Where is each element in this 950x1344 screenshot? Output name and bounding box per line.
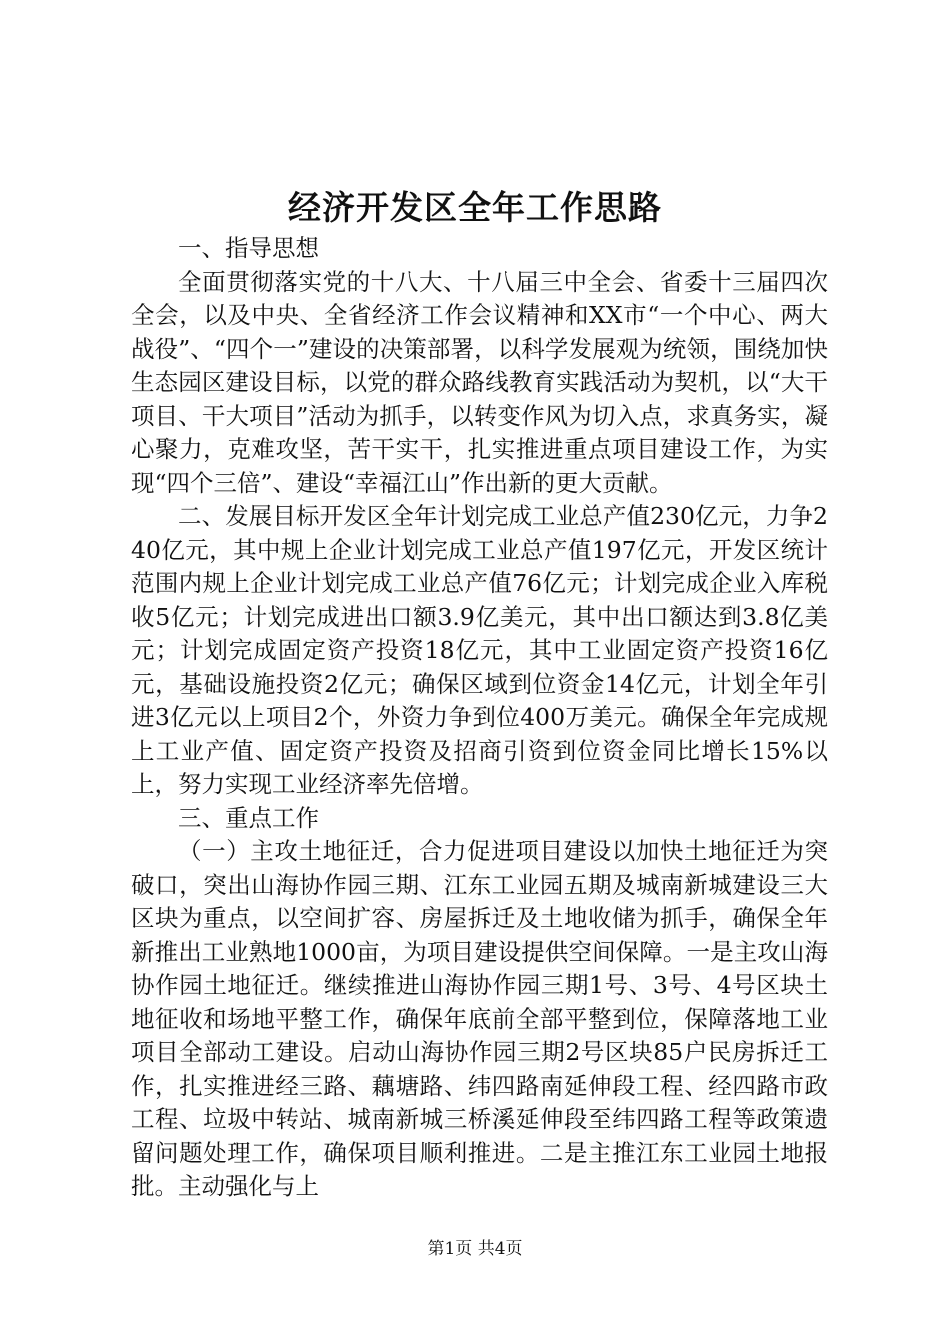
section-heading-key-work: 三、重点工作 — [178, 803, 319, 832]
section-heading-guiding-ideology: 一、指导思想 — [178, 234, 319, 262]
paragraph-guiding-ideology: 全面贯彻落实党的十八大、十八届三中全会、省委十三届四次全会，以及中央、全省经济工作会议精神和XX市“一个中心、两大战役”、“四个一”建设的决策部署，以科学发展观为统领，围绕加快生态园区建设目标，以党的群众路线教育实践活动为契机，以“大干项目、干大项目”活动为抓手，以转变作风为切入点，求真务实，凝心聚力，克难攻坚，苦干实干，扎实推进重点项目建设工作，为实现“四个三倍”、建设“幸福江山”作出新的更大贡献。 — [131, 267, 828, 497]
paragraph-development-goals: 二、发展目标开发区全年计划完成工业总产值230亿元，力争240亿元，其中规上企业计划完成工业总产值197亿元，开发区统计范围内规上企业计划完成工业总产值76亿元；计划完成企业入库税收5亿元；计划完成进出口额3.9亿美元，其中出口额达到3.8亿美元；计划完成固定资产投资18亿元，其中工业固定资产投资16亿元，基础设施投资2亿元；确保区域到位资金14亿元，计划全年引进3亿元以上项目2个，外资力争到位400万美元。确保全年完成规上工业产值、固定资产投资及招商引资到位资金同比增长15%以上，努力实现工业经济率先倍增。 — [131, 502, 828, 798]
page-footer: 第1页 共4页 — [427, 1239, 523, 1259]
paragraph-key-work: （一）主攻土地征迁，合力促进项目建设以加快土地征迁为突破口，突出山海协作园三期、江东工业园五期及城南新城建设三大区块为重点，以空间扩容、房屋拆迁及土地收储为抓手，确保全年新推出工业熟地1000亩，为项目建设提供空间保障。一是主攻山海协作园土地征迁。继续推进山海协作园三期1号、3号、4号区块土地征收和场地平整工作，确保年底前全部平整到位，保障落地工业项目全部动工建设。启动山海协作园三期2号区块85户民房拆迁工作，扎实推进经三路、藕塘路、纬四路南延伸段工程、经四路市政工程、垃圾中转站、城南新城三桥溪延伸段至纬四路工程等政策遗留问题处理工作，确保项目顺利推进。二是主推江东工业园土地报批。主动强化与上 — [131, 837, 828, 1200]
document-body — [131, 232, 828, 1204]
document-title: 经济开发区全年工作思路 — [288, 188, 662, 227]
